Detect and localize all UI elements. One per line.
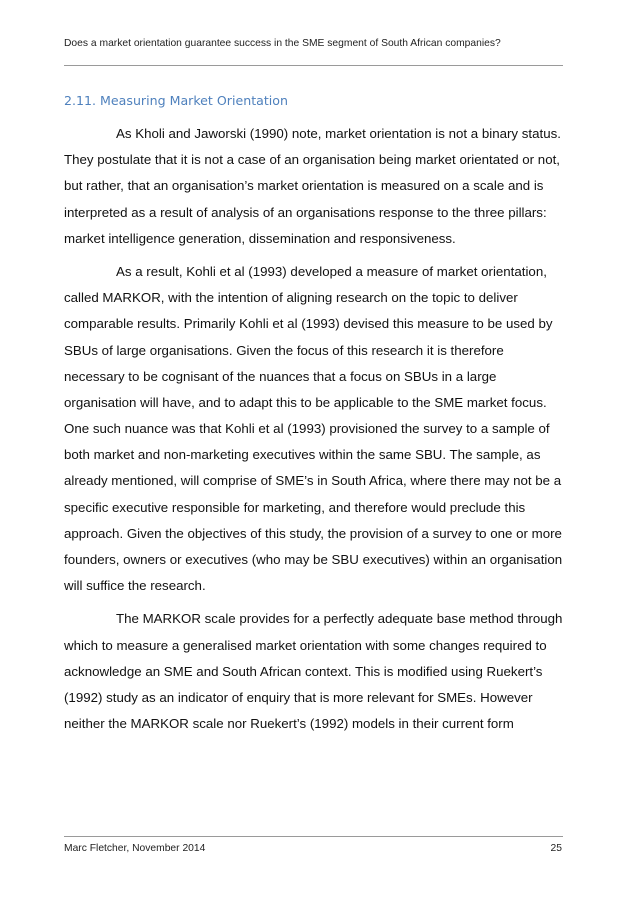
- text-line: SBUs of large organisations. Given the focus of this research it is therefore: [64, 342, 504, 358]
- footer-divider: [64, 836, 563, 837]
- text-line: called MARKOR, with the intention of aligning research on the topic to deliver: [64, 290, 518, 306]
- text-line: interpreted as a result of analysis of an organisations response to the three pillars:: [64, 204, 547, 220]
- text-line: but rather, that an organisation’s market orientation is measured on a scale and is: [64, 178, 544, 194]
- text-line: both market and non-marketing executives within the same SBU. The sample, as: [64, 447, 541, 463]
- header-divider: [64, 65, 563, 66]
- text-line: (1992) study as an indicator of enquiry that is more relevant for SMEs. However: [64, 689, 533, 705]
- text-line: The MARKOR scale provides for a perfectly adequate base method through: [116, 611, 563, 627]
- text-line: necessary to be cognisant of the nuances that a focus on SBUs in a large: [64, 368, 497, 384]
- body-text: [64, 121, 563, 744]
- text-line: comparable results. Primarily Kohli et al (1993) devised this measure to be used by: [64, 316, 553, 332]
- paragraph-2: [64, 259, 563, 599]
- paragraph-3: [64, 606, 563, 737]
- text-line: One such nuance was that Kohli et al (1993) provisioned the survey to a sample of: [64, 421, 550, 437]
- text-line: organisation will have, and to adapt this to be applicable to the SME market focus.: [64, 394, 547, 410]
- text-line: neither the MARKOR scale nor Ruekert’s (1992) models in their current form: [64, 716, 514, 732]
- text-line: They postulate that it is not a case of an organisation being market orientated or not,: [64, 152, 560, 168]
- text-line: founders, owners or executives (who may be SBU executives) within an organisation: [64, 552, 563, 567]
- running-header: Does a market orientation guarantee success in the SME segment of South African companies?: [64, 38, 501, 49]
- text-line: acknowledge an SME and South African context. This is modified using Ruekert’s: [64, 663, 543, 679]
- text-line: approach. Given the objectives of this study, the provision of a survey to one or more: [64, 525, 562, 541]
- footer-author-date: Marc Fletcher, November 2014: [64, 843, 206, 854]
- page-number: 25: [550, 843, 562, 854]
- text-line: As Kholi and Jaworski (1990) note, market orientation is not a binary status.: [116, 126, 561, 141]
- text-line: will suffice the research.: [64, 578, 206, 594]
- text-line: which to measure a generalised market orientation with some changes required to: [64, 637, 547, 653]
- paragraph-1: [64, 121, 563, 252]
- text-line: As a result, Kohli et al (1993) developed a measure of market orientation,: [116, 263, 547, 279]
- text-line: market intelligence generation, dissemination and responsiveness.: [64, 230, 456, 246]
- text-line: already mentioned, will comprise of SME’s in South Africa, where there may not be a: [64, 473, 562, 489]
- text-line: specific executive responsible for marketing, and therefore would preclude this: [64, 499, 526, 515]
- section-heading: 2.11. Measuring Market Orientation: [64, 93, 288, 108]
